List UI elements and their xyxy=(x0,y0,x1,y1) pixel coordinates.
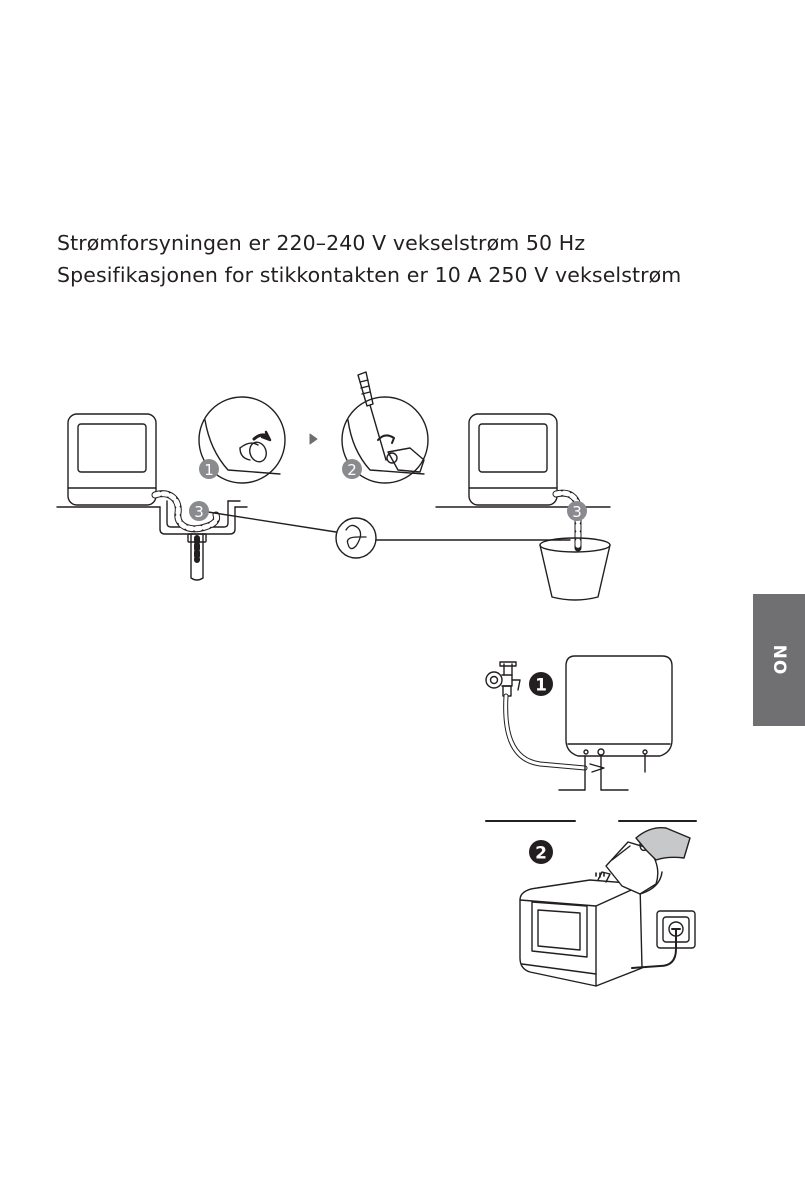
language-tab-label: NO xyxy=(769,644,789,676)
svg-text:2: 2 xyxy=(535,843,547,864)
next-step-arrow-icon xyxy=(310,434,317,444)
socket-spec-line: Spesifikasjonen for stikkontakten er 10 A 250 V vekselstrøm xyxy=(57,263,682,287)
countertop-with-sink xyxy=(57,494,247,580)
dishwasher-back-view xyxy=(559,656,672,790)
svg-text:1: 1 xyxy=(204,461,214,479)
water-drops-icon xyxy=(596,873,604,877)
water-tap xyxy=(486,662,520,696)
step-badge-2 xyxy=(342,459,362,479)
dishwasher-right xyxy=(436,414,610,548)
svg-text:1: 1 xyxy=(535,675,547,696)
svg-text:2: 2 xyxy=(347,461,357,479)
svg-text:3: 3 xyxy=(572,503,582,521)
dishwasher-left xyxy=(68,414,156,505)
svg-text:3: 3 xyxy=(194,503,204,521)
power-supply-line: Strømforsyningen er 220–240 V vekselstrøm 50 Hz xyxy=(57,231,586,255)
step-badge-1 xyxy=(199,459,219,479)
inlet-hose xyxy=(506,696,585,768)
install-step-badge-2 xyxy=(529,840,553,864)
dishwasher-front-view xyxy=(520,872,642,986)
language-tab xyxy=(753,594,805,726)
install-step-badge-1 xyxy=(529,672,553,696)
step-badge-3-sink xyxy=(189,501,209,521)
jug-and-hand xyxy=(606,828,690,894)
alternative-connector xyxy=(208,512,570,558)
step-badge-3-bucket xyxy=(567,501,587,521)
